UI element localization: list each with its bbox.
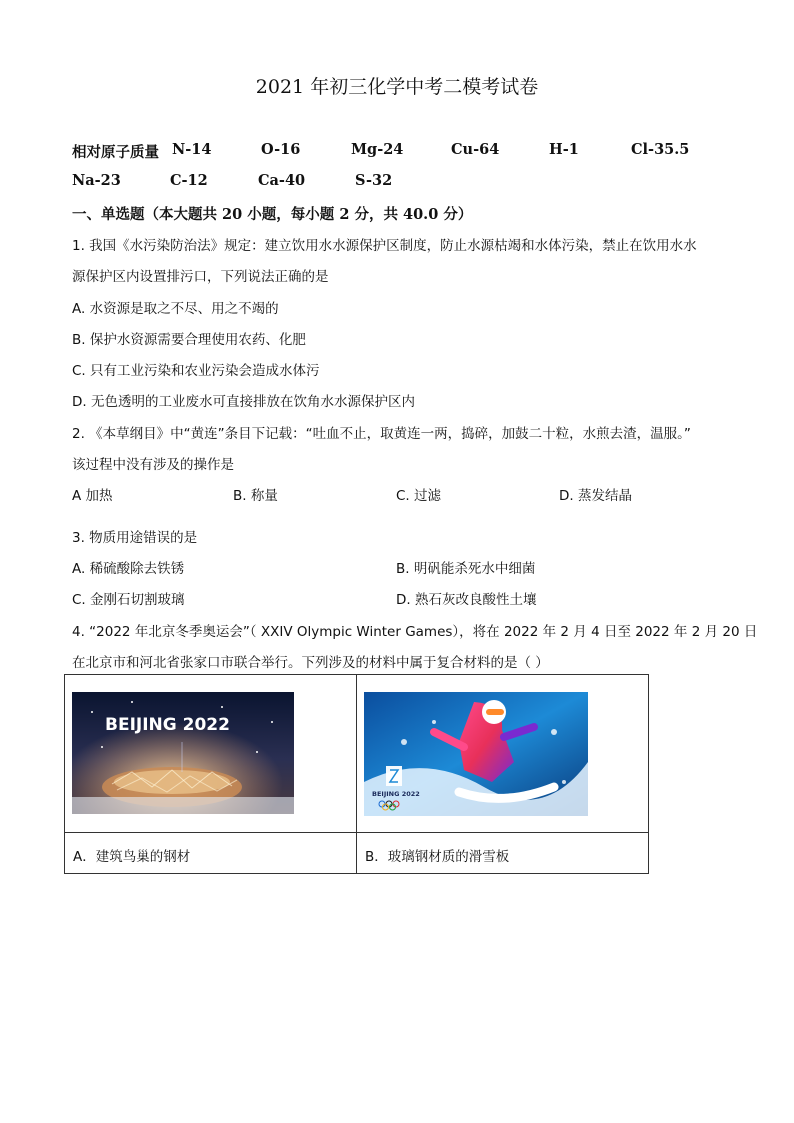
image-cell-b: [357, 675, 649, 833]
birds-nest-stadium-image: [72, 692, 294, 814]
atomic-mass-value: Cl-35.5: [631, 141, 690, 158]
option-cell-b: [357, 833, 649, 874]
page-title: 2021 年初三化学中考二模考试卷: [255, 76, 539, 98]
atomic-mass-value: Mg-24: [351, 141, 404, 158]
question-2-option: B. 称量: [233, 488, 278, 504]
question-4-option-a: A．建筑鸟巢的钢材: [73, 849, 191, 865]
question-1-option: C. 只有工业污染和农业污染会造成水体污: [72, 363, 320, 379]
question-2-option: D. 蒸发结晶: [559, 488, 632, 504]
snowboarder-image: [364, 692, 588, 816]
question-2-option: C. 过滤: [396, 488, 442, 504]
question-1-option: A. 水资源是取之不尽、用之不竭的: [72, 301, 279, 317]
question-3-option: A. 稀硫酸除去铁锈: [72, 561, 185, 577]
option-cell-a: [65, 833, 357, 874]
question-3-stem: 3. 物质用途错误的是: [72, 530, 198, 546]
question-4-stem: 4. “2022 年北京冬季奥运会”（ XXIV Olympic Winter Games），将在 2022 年 2 月 4 日至 2022 年 2 月 20 日: [72, 624, 758, 640]
atomic-mass-value: O-16: [261, 141, 301, 158]
question-1-option: D. 无色透明的工业废水可直接排放在饮角水水源保护区内: [72, 394, 415, 410]
question-2-stem: 该过程中没有涉及的操作是: [72, 457, 234, 473]
question-1-option: B. 保护水资源需要合理使用农药、化肥: [72, 332, 306, 348]
atomic-mass-value: Cu-64: [451, 141, 500, 158]
question-4-option-b: B．玻璃钢材质的滑雪板: [365, 849, 510, 865]
question-2-option: A 加热: [72, 488, 113, 504]
question-3-option: D. 熟石灰改良酸性土壤: [396, 592, 537, 608]
atomic-mass-value: Ca-40: [258, 172, 306, 189]
section-header: 一、单选题（本大题共 20 小题，每小题 2 分，共 40.0 分）: [72, 206, 473, 223]
question-4-table: [64, 674, 649, 874]
question-1-stem: 源保护区内设置排污口，下列说法正确的是: [72, 269, 329, 285]
question-3-option: C. 金刚石切割玻璃: [72, 592, 185, 608]
atomic-mass-value: H-1: [549, 141, 579, 158]
question-2-stem: 2. 《本草纲目》中“黄连”条目下记载：“吐血不止，取黄连一两，捣碎，加鼓二十粒，水煎去渣，温服。”: [72, 426, 691, 442]
question-4-stem: 在北京市和河北省张家口市联合举行。下列涉及的材料中属于复合材料的是（ ）: [72, 655, 549, 671]
atomic-mass-value: S-32: [355, 172, 393, 189]
atomic-mass-label: 相对原子质量: [72, 144, 159, 161]
beijing-2022-emblem: BEIJING 2022: [372, 790, 420, 798]
question-1-stem: 1. 我国《水污染防治法》规定：建立饮用水水源保护区制度，防止水源枯竭和水体污染，禁止在饮用水水: [72, 238, 697, 254]
atomic-mass-value: Na-23: [72, 172, 121, 189]
question-3-option: B. 明矾能杀死水中细菌: [396, 561, 536, 577]
beijing-2022-logo: BEIJING 2022: [105, 715, 230, 735]
atomic-mass-value: N-14: [172, 141, 212, 158]
image-cell-a: [65, 675, 357, 833]
atomic-mass-value: C-12: [170, 172, 208, 189]
